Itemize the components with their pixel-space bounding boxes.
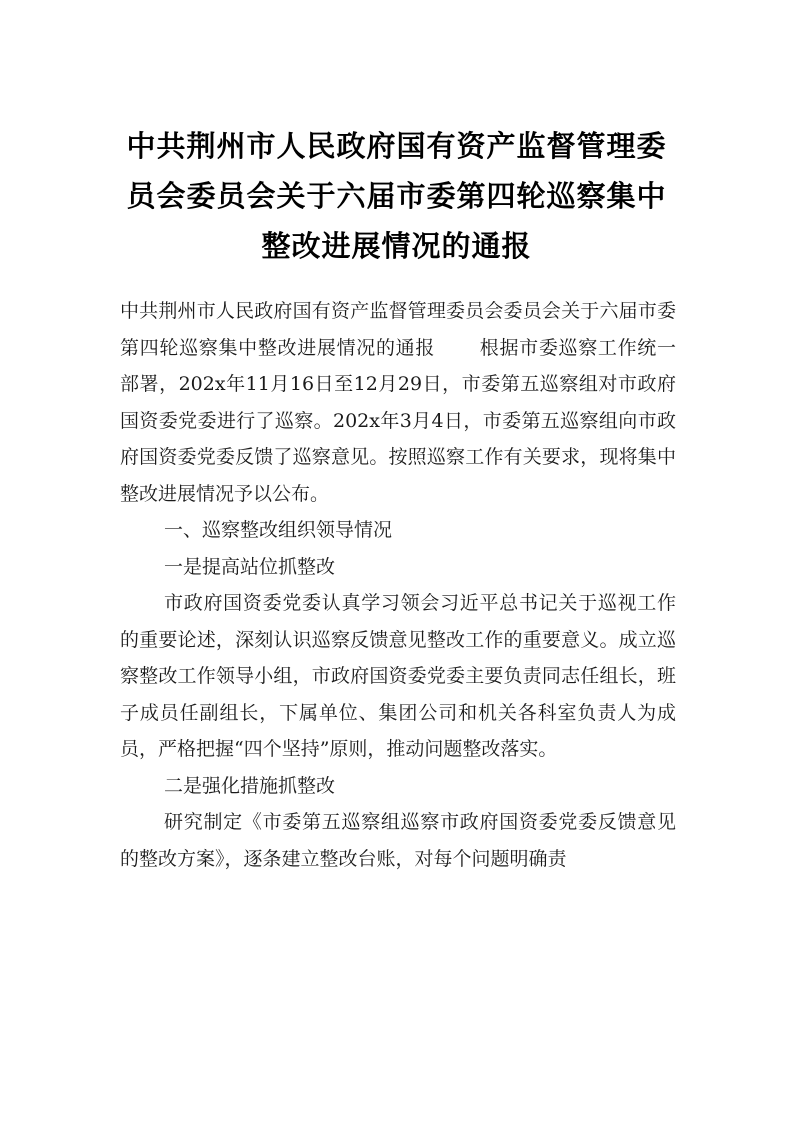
title-line-1: 中共荆州市人民政府国有资产监督管理委: [126, 129, 667, 163]
subsection-2-heading: 二是强化措施抓整改: [164, 774, 336, 797]
section-1-heading: 一、巡察整改组织领导情况: [164, 519, 393, 541]
subsection-2-body: 研究制定《市委第五巡察组巡察市政府国资委党委反馈意见的整改方案》，逐条建立整改台账，对每个问题明确责: [120, 811, 676, 870]
intro-paragraph: [120, 293, 676, 512]
document-body: [120, 293, 676, 877]
title-line-2: 员会委员会关于六届市委第四轮巡察集中: [126, 179, 667, 213]
document-title: [100, 121, 693, 271]
subsection-1-heading: 一是提高站位抓整改: [164, 555, 336, 578]
intro-title-repeat: 中共荆州市人民政府国有资产监督管理委员会委员会关于六届市委第四轮巡察集中整改进展情况的通报: [120, 300, 676, 359]
subsection-1-body: 市政府国资委党委认真学习领会习近平总书记关于巡视工作的重要论述，深刻认识巡察反馈意见整改工作的重要意义。成立巡察整改工作领导小组，市政府国资委党委主要负责同志任组长，班子成员任副组长，下属单位、集团公司和机关各科室负责人为成员，严格把握“四个坚持”原则，推动问题整改落实。: [120, 592, 676, 760]
intro-body-text: 根据市委巡察工作统一部署，202x年11月16日至12月29日，市委第五巡察组对市政府国资委党委进行了巡察。202x年3月4日，市委第五巡察组向市政府国资委党委反馈了巡察意见。按照巡察工作有关要求，现将集中整改进展情况予以公布。: [120, 336, 676, 505]
title-line-3: 整改进展情况的通报: [261, 229, 532, 263]
